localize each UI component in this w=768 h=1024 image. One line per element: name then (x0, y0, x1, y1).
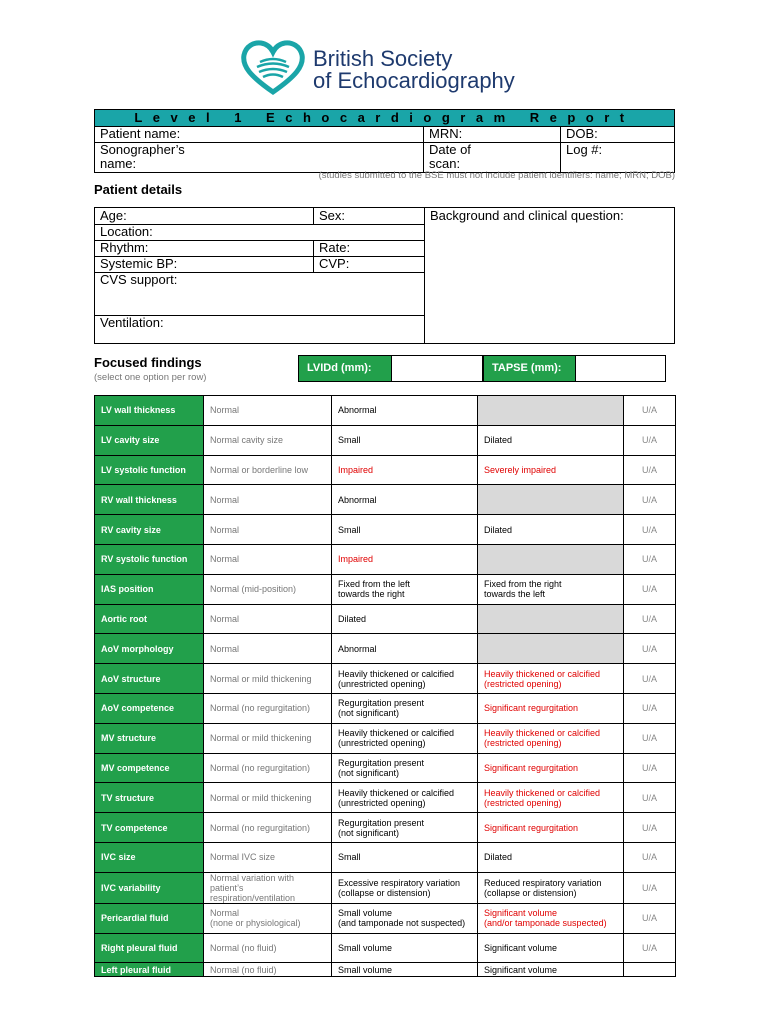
systemic-bp-field[interactable]: Systemic BP: (95, 256, 314, 272)
finding-label: RV cavity size (95, 515, 204, 545)
finding-label: LV systolic function (95, 455, 204, 485)
option-severe[interactable]: Heavily thickened or calcified (restricted opening) (478, 723, 624, 753)
option-severe[interactable]: Severely impaired (478, 455, 624, 485)
table-row (95, 783, 676, 813)
finding-label: Pericardial fluid (95, 903, 204, 933)
option-normal[interactable]: Normal (no regurgitation) (204, 693, 332, 723)
dob-field[interactable]: DOB: (566, 126, 598, 141)
cvs-support-field[interactable]: CVS support: (100, 272, 178, 287)
option-unavailable (478, 604, 624, 634)
option-severe[interactable]: Reduced respiratory variation (collapse or distension) (478, 872, 624, 903)
table-row (95, 872, 676, 903)
sex-field[interactable]: Sex: (319, 208, 346, 223)
option-unassessable[interactable]: U/A (624, 783, 676, 813)
option-abnormal[interactable]: Excessive respiratory variation (collapse or distension) (332, 872, 478, 903)
lvidd-box (298, 355, 483, 382)
mrn-field[interactable]: MRN: (424, 127, 561, 142)
location-field[interactable]: Location: (100, 224, 153, 239)
bse-logo (240, 40, 540, 96)
report-title: Level 1 Echocardiogram Report (95, 110, 674, 127)
option-unassessable[interactable]: U/A (624, 723, 676, 753)
cvp-field[interactable]: CVP: (319, 256, 350, 271)
option-unavailable (478, 396, 624, 426)
background-field[interactable]: Background and clinical question: (430, 208, 624, 223)
option-unassessable[interactable]: U/A (624, 813, 676, 843)
age-field[interactable]: Age: (95, 208, 314, 224)
finding-label: AoV competence (95, 693, 204, 723)
option-normal[interactable]: Normal (204, 515, 332, 545)
option-normal[interactable]: Normal (204, 485, 332, 515)
option-unassessable[interactable]: U/A (624, 425, 676, 455)
option-unassessable[interactable]: U/A (624, 664, 676, 694)
heart-logo-icon (240, 40, 306, 96)
table-row (95, 515, 676, 545)
rate-field[interactable]: Rate: (319, 240, 351, 255)
option-abnormal[interactable]: Dilated (332, 604, 478, 634)
option-normal[interactable]: Normal (204, 544, 332, 574)
option-unassessable[interactable]: U/A (624, 693, 676, 723)
brand-name (313, 48, 515, 92)
option-normal[interactable]: Normal (204, 604, 332, 634)
option-abnormal[interactable]: Fixed from the left towards the right (332, 574, 478, 604)
finding-label: Aortic root (95, 604, 204, 634)
finding-label: MV structure (95, 723, 204, 753)
finding-label: IVC variability (95, 872, 204, 903)
option-abnormal[interactable]: Abnormal (332, 396, 478, 426)
finding-label: AoV structure (95, 664, 204, 694)
option-unassessable[interactable]: U/A (624, 634, 676, 664)
sonographer-name-field[interactable] (95, 143, 424, 172)
option-severe[interactable]: Significant volume (478, 933, 624, 963)
option-unassessable[interactable]: U/A (624, 574, 676, 604)
identifier-note: (studies submitted to the BSE must not include patient identifiers: name; MRN; DOB) (318, 170, 675, 181)
option-severe[interactable]: Significant volume (and/or tamponade suspected) (478, 903, 624, 933)
patient-details-title: Patient details (94, 182, 183, 197)
option-severe[interactable]: Significant regurgitation (478, 813, 624, 843)
option-unassessable[interactable]: U/A (624, 903, 676, 933)
patient-details-table (94, 207, 675, 344)
date-label-2: scan: (429, 156, 461, 171)
option-unassessable[interactable] (624, 963, 676, 977)
option-severe[interactable]: Dilated (478, 842, 624, 872)
finding-label: Left pleural fluid (95, 963, 204, 977)
finding-label: TV competence (95, 813, 204, 843)
option-severe[interactable]: Significant regurgitation (478, 693, 624, 723)
option-normal[interactable]: Normal (mid-position) (204, 574, 332, 604)
table-row (95, 634, 676, 664)
option-abnormal[interactable]: Small (332, 842, 478, 872)
option-severe[interactable]: Significant regurgitation (478, 753, 624, 783)
table-row (95, 723, 676, 753)
table-row (95, 455, 676, 485)
option-normal[interactable]: Normal (no regurgitation) (204, 753, 332, 783)
table-row (95, 693, 676, 723)
table-row (95, 485, 676, 515)
option-abnormal[interactable]: Abnormal (332, 485, 478, 515)
table-row (95, 396, 676, 426)
finding-label: MV competence (95, 753, 204, 783)
brand-line2: of Echocardiography (313, 68, 515, 93)
lvidd-input[interactable] (392, 356, 482, 381)
option-unassessable[interactable]: U/A (624, 396, 676, 426)
table-row (95, 664, 676, 694)
option-abnormal[interactable]: Small volume (and tamponade not suspected) (332, 903, 478, 933)
finding-label: RV wall thickness (95, 485, 204, 515)
option-unassessable[interactable]: U/A (624, 515, 676, 545)
date-label-1: Date of (429, 142, 471, 157)
table-row (95, 544, 676, 574)
option-abnormal[interactable]: Regurgitation present (not significant) (332, 693, 478, 723)
option-abnormal[interactable]: Impaired (332, 544, 478, 574)
sonographer-label-2: name: (100, 156, 137, 171)
option-abnormal[interactable]: Heavily thickened or calcified (unrestricted opening) (332, 664, 478, 694)
finding-label: RV systolic function (95, 544, 204, 574)
finding-label: IVC size (95, 842, 204, 872)
option-severe[interactable]: Heavily thickened or calcified (restricted opening) (478, 664, 624, 694)
option-unavailable (478, 485, 624, 515)
focused-findings-title: Focused findings (94, 355, 202, 370)
option-severe[interactable]: Dilated (478, 515, 624, 545)
option-normal[interactable]: Normal (no fluid) (204, 963, 332, 977)
option-unassessable[interactable]: U/A (624, 604, 676, 634)
option-normal[interactable]: Normal or mild thickening (204, 664, 332, 694)
table-row (95, 425, 676, 455)
tapse-box (483, 355, 666, 382)
option-unassessable[interactable]: U/A (624, 842, 676, 872)
option-normal[interactable]: Normal cavity size (204, 425, 332, 455)
table-row (95, 903, 676, 933)
option-abnormal[interactable]: Heavily thickened or calcified (unrestricted opening) (332, 783, 478, 813)
option-normal[interactable]: Normal (204, 634, 332, 664)
table-row (95, 963, 676, 977)
option-abnormal[interactable]: Small volume (332, 963, 478, 977)
option-abnormal[interactable]: Regurgitation present (not significant) (332, 753, 478, 783)
option-normal[interactable]: Normal IVC size (204, 842, 332, 872)
option-unassessable[interactable]: U/A (624, 544, 676, 574)
rhythm-field[interactable]: Rhythm: (95, 240, 314, 256)
finding-label: IAS position (95, 574, 204, 604)
lvidd-label: LVIDd (mm): (299, 356, 392, 381)
option-normal[interactable]: Normal variation with patient’s respiration/ventilation (204, 872, 332, 903)
table-row (95, 933, 676, 963)
option-unassessable[interactable]: U/A (624, 485, 676, 515)
option-severe[interactable]: Dilated (478, 425, 624, 455)
option-abnormal[interactable]: Abnormal (332, 634, 478, 664)
finding-label: LV wall thickness (95, 396, 204, 426)
option-abnormal[interactable]: Small volume (332, 933, 478, 963)
option-normal[interactable]: Normal (no regurgitation) (204, 813, 332, 843)
option-normal[interactable]: Normal (204, 396, 332, 426)
date-of-scan-field[interactable] (424, 143, 561, 172)
option-unassessable[interactable]: U/A (624, 455, 676, 485)
finding-label: AoV morphology (95, 634, 204, 664)
option-normal[interactable]: Normal (no fluid) (204, 933, 332, 963)
table-row (95, 574, 676, 604)
finding-label: LV cavity size (95, 425, 204, 455)
option-unavailable (478, 544, 624, 574)
option-abnormal[interactable]: Heavily thickened or calcified (unrestricted opening) (332, 723, 478, 753)
patient-name-field[interactable]: Patient name: (95, 127, 424, 142)
table-row (95, 813, 676, 843)
report-header (94, 109, 675, 173)
finding-label: Right pleural fluid (95, 933, 204, 963)
option-normal[interactable]: Normal or mild thickening (204, 783, 332, 813)
findings-table (94, 395, 676, 977)
option-normal[interactable]: Normal (none or physiological) (204, 903, 332, 933)
option-severe[interactable]: Significant volume (478, 963, 624, 977)
option-unassessable[interactable]: U/A (624, 933, 676, 963)
option-abnormal[interactable]: Small (332, 425, 478, 455)
option-unassessable[interactable]: U/A (624, 872, 676, 903)
option-abnormal[interactable]: Impaired (332, 455, 478, 485)
option-severe[interactable]: Heavily thickened or calcified (restricted opening) (478, 783, 624, 813)
option-normal[interactable]: Normal or mild thickening (204, 723, 332, 753)
option-unassessable[interactable]: U/A (624, 753, 676, 783)
option-unavailable (478, 634, 624, 664)
tapse-input[interactable] (576, 356, 665, 381)
focused-findings-subtitle: (select one option per row) (94, 372, 207, 383)
option-abnormal[interactable]: Regurgitation present (not significant) (332, 813, 478, 843)
table-row (95, 842, 676, 872)
tapse-label: TAPSE (mm): (484, 356, 576, 381)
ventilation-field[interactable]: Ventilation: (100, 315, 164, 330)
brand-line1: British Society (313, 46, 453, 71)
option-normal[interactable]: Normal or borderline low (204, 455, 332, 485)
option-abnormal[interactable]: Small (332, 515, 478, 545)
table-row (95, 604, 676, 634)
log-number-field[interactable]: Log #: (566, 142, 603, 157)
option-severe[interactable]: Fixed from the right towards the left (478, 574, 624, 604)
table-row (95, 753, 676, 783)
sonographer-label-1: Sonographer’s (100, 142, 185, 157)
finding-label: TV structure (95, 783, 204, 813)
